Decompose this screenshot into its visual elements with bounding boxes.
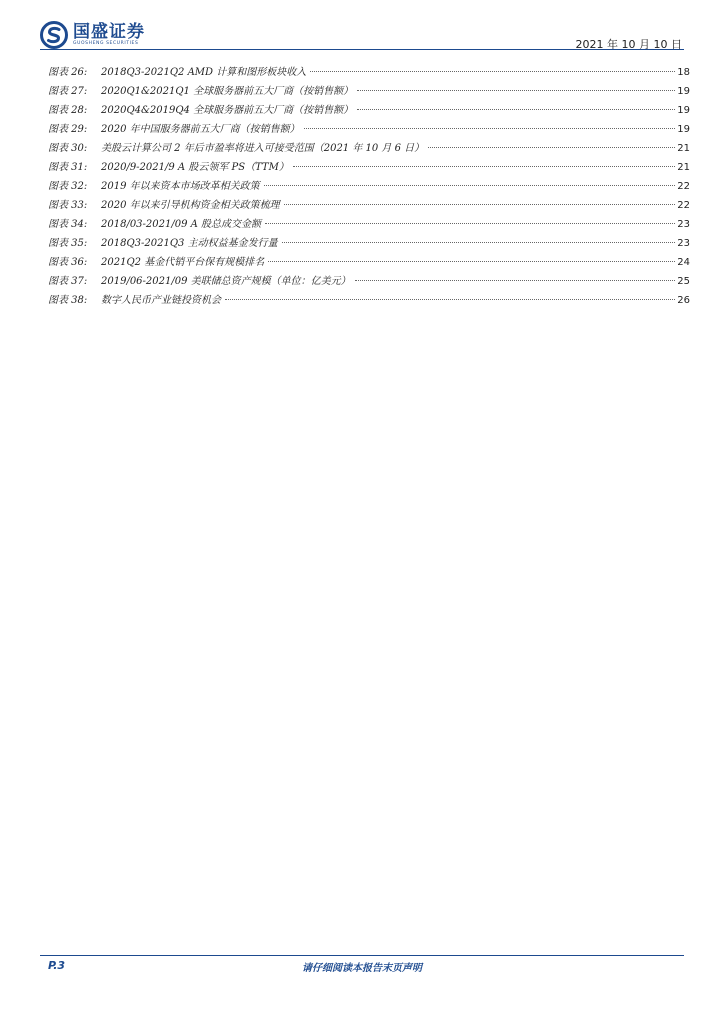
toc-entry[interactable] bbox=[48, 234, 690, 253]
toc-figure-title: 2021Q2 基金代销平台保有规模排名 bbox=[101, 257, 265, 268]
toc-entry[interactable] bbox=[48, 139, 690, 158]
toc-leader-dots bbox=[357, 90, 675, 91]
toc-entry[interactable] bbox=[48, 63, 690, 82]
toc-page-number: 26 bbox=[677, 295, 690, 306]
page-header bbox=[40, 20, 684, 50]
toc-figure-title: 2020 年以来引导机构资金相关政策梳理 bbox=[101, 200, 280, 211]
logo-english: GUOSHENG SECURITIES bbox=[73, 41, 139, 46]
toc-leader-dots bbox=[282, 242, 676, 243]
toc-figure-title: 2019 年以来资本市场改革相关政策 bbox=[101, 181, 260, 192]
toc-entry[interactable] bbox=[48, 158, 690, 177]
toc-figure-label: 图表 27: bbox=[48, 86, 88, 97]
toc-entry[interactable] bbox=[48, 120, 690, 139]
report-date: 2021 年 10 月 10 日 bbox=[575, 38, 682, 51]
toc-entry[interactable] bbox=[48, 196, 690, 215]
toc-figure-label: 图表 30: bbox=[48, 143, 88, 154]
toc-leader-dots bbox=[264, 185, 676, 186]
toc-figure-label: 图表 33: bbox=[48, 200, 88, 211]
toc-figure-title: 2020/9-2021/9 A 股云领军 PS（TTM） bbox=[101, 162, 289, 173]
toc-page-number: 19 bbox=[677, 105, 690, 116]
logo-wordmark: 国盛证券 bbox=[73, 22, 145, 42]
toc-figure-label: 图表 38: bbox=[48, 295, 88, 306]
toc-entry[interactable] bbox=[48, 291, 690, 310]
toc-leader-dots bbox=[310, 71, 675, 72]
toc-figure-title: 2018/03-2021/09 A 股总成交金额 bbox=[101, 219, 262, 230]
toc-leader-dots bbox=[284, 204, 676, 205]
toc-figure-title: 美股云计算公司 2 年后市盈率将进入可接受范围（2021 年 10 月 6 日） bbox=[101, 143, 425, 154]
toc-figure-label: 图表 29: bbox=[48, 124, 88, 135]
page-number: P.3 bbox=[48, 959, 66, 972]
footer-divider bbox=[40, 955, 684, 956]
toc-figure-title: 2020Q4&2019Q4 全球服务器前五大厂商（按销售额） bbox=[101, 105, 354, 116]
toc-figure-title: 2020 年中国服务器前五大厂商（按销售额） bbox=[101, 124, 300, 135]
company-logo bbox=[40, 20, 145, 50]
toc-entry[interactable] bbox=[48, 177, 690, 196]
toc-figure-label: 图表 35: bbox=[48, 238, 88, 249]
toc-page-number: 22 bbox=[677, 181, 690, 192]
toc-figure-label: 图表 36: bbox=[48, 257, 88, 268]
toc-figure-label: 图表 34: bbox=[48, 219, 88, 230]
toc-figure-title: 2018Q3-2021Q2 AMD 计算和图形板块收入 bbox=[101, 67, 307, 78]
toc-entry[interactable] bbox=[48, 101, 690, 120]
toc-figure-label: 图表 31: bbox=[48, 162, 88, 173]
guosheng-logo-icon bbox=[40, 21, 68, 49]
toc-entry[interactable] bbox=[48, 82, 690, 101]
toc-page-number: 23 bbox=[677, 219, 690, 230]
toc-figure-title: 2019/06-2021/09 美联储总资产规模（单位：亿美元） bbox=[101, 276, 351, 287]
toc-figure-title: 2018Q3-2021Q3 主动权益基金发行量 bbox=[101, 238, 278, 249]
toc-page-number: 19 bbox=[677, 124, 690, 135]
toc-leader-dots bbox=[293, 166, 675, 167]
toc-page-number: 18 bbox=[677, 67, 690, 78]
figure-index-list bbox=[48, 63, 690, 310]
toc-figure-label: 图表 26: bbox=[48, 67, 88, 78]
toc-page-number: 25 bbox=[677, 276, 690, 287]
toc-figure-label: 图表 37: bbox=[48, 276, 88, 287]
toc-leader-dots bbox=[268, 261, 675, 262]
toc-page-number: 23 bbox=[677, 238, 690, 249]
toc-leader-dots bbox=[225, 299, 675, 300]
toc-leader-dots bbox=[428, 147, 675, 148]
toc-entry[interactable] bbox=[48, 215, 690, 234]
disclaimer-note: 请仔细阅读本报告末页声明 bbox=[302, 963, 422, 974]
toc-leader-dots bbox=[265, 223, 675, 224]
toc-figure-label: 图表 28: bbox=[48, 105, 88, 116]
toc-page-number: 19 bbox=[677, 86, 690, 97]
toc-figure-title: 数字人民币产业链投资机会 bbox=[101, 295, 221, 306]
toc-entry[interactable] bbox=[48, 272, 690, 291]
toc-leader-dots bbox=[304, 128, 676, 129]
toc-entry[interactable] bbox=[48, 253, 690, 272]
toc-page-number: 24 bbox=[677, 257, 690, 268]
toc-leader-dots bbox=[357, 109, 675, 110]
toc-figure-title: 2020Q1&2021Q1 全球服务器前五大厂商（按销售额） bbox=[101, 86, 354, 97]
toc-figure-label: 图表 32: bbox=[48, 181, 88, 192]
header-divider bbox=[40, 49, 684, 50]
toc-leader-dots bbox=[355, 280, 676, 281]
toc-page-number: 22 bbox=[677, 200, 690, 211]
toc-page-number: 21 bbox=[677, 143, 690, 154]
toc-page-number: 21 bbox=[677, 162, 690, 173]
